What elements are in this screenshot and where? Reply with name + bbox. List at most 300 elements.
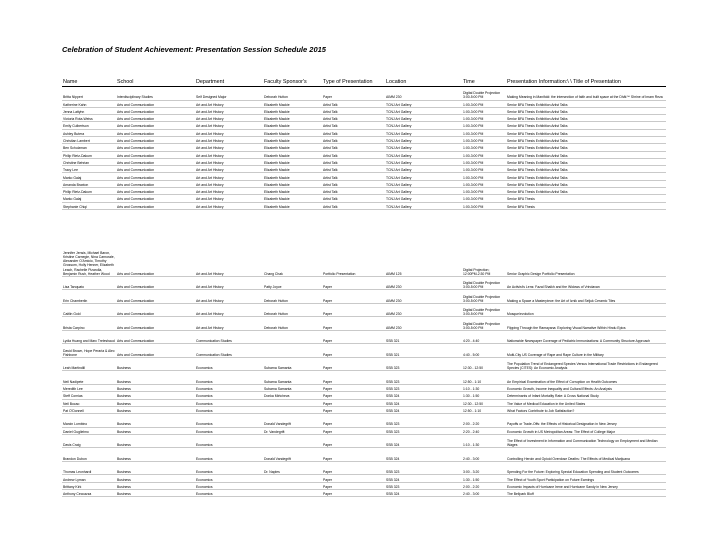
cell-presentation-type: Artist Talk	[322, 173, 385, 180]
cell-presentation-info: Senior BFA Thesis Exhibition Artist Talks	[506, 151, 666, 158]
cell-location: TCNJ Art Gallery	[385, 107, 462, 114]
cell-time: 2:00 - 2:20	[462, 482, 506, 489]
cell-department: Communication Studies	[195, 330, 263, 344]
cell-presentation-type: Paper	[322, 399, 385, 406]
cell-presentation-info: Senior BFA Thesis Exhibition Artist Talks	[506, 136, 666, 143]
table-row	[62, 384, 666, 391]
cell-faculty-sponsor: Subarna Samanta	[263, 384, 322, 391]
column-header-faculty-sponsor: Faculty Sponsor's	[263, 69, 322, 87]
cell-presentation-type: Artist Talk	[322, 151, 385, 158]
cell-presentation-info: Economic Growth in US Metropolitan Areas: The Effect of College Major	[506, 427, 666, 434]
cell-time: 1:00-3:00 PM	[462, 158, 506, 165]
table-row	[62, 475, 666, 482]
cell-faculty-sponsor: Elizabeth Mackie	[263, 151, 322, 158]
cell-time: 1:00-3:00 PM	[462, 195, 506, 202]
cell-department: Art and Art History	[195, 100, 263, 107]
cell-location: TCNJ Art Gallery	[385, 136, 462, 143]
cell-time: 1:00-3:00 PM	[462, 136, 506, 143]
cell-name: Britta Nippert	[62, 87, 116, 101]
cell-faculty-sponsor: Donald Vandegrift	[263, 448, 322, 462]
cell-school: Business	[116, 357, 195, 371]
cell-time: 1:00-3:00 PM	[462, 122, 506, 129]
cell-department: Economics	[195, 448, 263, 462]
cell-presentation-info: Senior BFA Thesis Exhibition Artist Talks	[506, 188, 666, 195]
column-header-time: Time	[462, 69, 506, 87]
table-row	[62, 427, 666, 434]
cell-location: TCNJ Art Gallery	[385, 129, 462, 136]
cell-presentation-info: An Activist's Lens: Fazal Shaikh and the Widows of Vrindavan	[506, 276, 666, 290]
cell-faculty-sponsor: Elizabeth Mackie	[263, 202, 322, 209]
cell-presentation-info: The Population Trend of Endangered Species Versus International Trade Restrictions in Endangered Species (CITES): An Economic Analysis	[506, 357, 666, 371]
cell-name: Christine Behrian	[62, 158, 116, 165]
cell-department: Economics	[195, 399, 263, 406]
cell-department: Art and Art History	[195, 173, 263, 180]
cell-presentation-type: Artist Talk	[322, 122, 385, 129]
table-row	[62, 173, 666, 180]
cell-department: Economics	[195, 461, 263, 475]
cell-faculty-sponsor	[263, 482, 322, 489]
cell-name: Amanda Braxton	[62, 180, 116, 187]
cell-department: Art and Art History	[195, 195, 263, 202]
cell-presentation-type: Paper	[322, 303, 385, 317]
cell-department: Art and Art History	[195, 202, 263, 209]
cell-department: Communication Studies	[195, 344, 263, 358]
cell-time: Digital Double Projection 3:00-5:00 PM	[462, 87, 506, 101]
cell-faculty-sponsor: Elizabeth Mackie	[263, 107, 322, 114]
cell-time: 1:00-3:00 PM	[462, 100, 506, 107]
cell-presentation-info: Flipping Through the Ramayana: Exploring Visual Narrative Within Hindu Epics	[506, 317, 666, 331]
cell-department: Economics	[195, 434, 263, 448]
cell-department: Art and Art History	[195, 166, 263, 173]
cell-location: SSB 324	[385, 406, 462, 413]
cell-faculty-sponsor: Elizabeth Mackie	[263, 158, 322, 165]
cell-name: Thomas Leonhardi	[62, 461, 116, 475]
cell-presentation-info: What Factors Contribute to Job Satisfaction?	[506, 406, 666, 413]
cell-school: Arts and Communication	[116, 144, 195, 151]
cell-name: Philip Rietz-Dakum	[62, 151, 116, 158]
cell-presentation-info: Senior BFA Thesis Exhibition Artist Talks	[506, 144, 666, 151]
cell-name: Philip Rietz-Dakum	[62, 188, 116, 195]
cell-department: Art and Art History	[195, 122, 263, 129]
cell-time: 1:00-3:00 PM	[462, 144, 506, 151]
cell-location: TCNJ Art Gallery	[385, 115, 462, 122]
cell-department: Art and Art History	[195, 180, 263, 187]
cell-school: Arts and Communication	[116, 330, 195, 344]
cell-presentation-type: Artist Talk	[322, 136, 385, 143]
header-row	[62, 69, 666, 87]
cell-name: Victoria Rota-Weiss	[62, 115, 116, 122]
cell-school: Arts and Communication	[116, 276, 195, 290]
column-header-location: Location	[385, 69, 462, 87]
column-header-school: School	[116, 69, 195, 87]
cell-presentation-type: Paper	[322, 392, 385, 399]
cell-presentation-info: The Effect of Youth Sport Participation on Future Earnings	[506, 475, 666, 482]
cell-time: 3:00 - 3:20	[462, 461, 506, 475]
cell-school: Arts and Communication	[116, 209, 195, 276]
cell-faculty-sponsor: Elizabeth Mackie	[263, 100, 322, 107]
cell-location: SSB 323	[385, 414, 462, 428]
cell-department: Art and Art History	[195, 290, 263, 304]
cell-location: AIMM 125	[385, 209, 462, 276]
cell-presentation-info: Senior BFA Thesis Exhibition Artist Talks	[506, 166, 666, 173]
cell-department: Economics	[195, 384, 263, 391]
cell-location: TCNJ Art Gallery	[385, 188, 462, 195]
column-header-presentation-info: Presentation Information:\ \ Title of Presentation	[506, 69, 666, 87]
cell-school: Arts and Communication	[116, 195, 195, 202]
cell-time: 1:00-3:00 PM	[462, 151, 506, 158]
cell-faculty-sponsor: Elizabeth Mackie	[263, 195, 322, 202]
cell-name: Ben Schulzman	[62, 144, 116, 151]
cell-department: Art and Art History	[195, 136, 263, 143]
cell-presentation-type: Paper	[322, 406, 385, 413]
cell-presentation-info: Economic Impacts of Hurricane Irene and Hurricane Sandy in New Jersey	[506, 482, 666, 489]
cell-presentation-type: Artist Talk	[322, 180, 385, 187]
cell-name: Neil Nadipete	[62, 371, 116, 385]
cell-time: 2:20 - 2:40	[462, 427, 506, 434]
cell-location: SSB 323	[385, 461, 462, 475]
cell-time: 12:30 - 12:50	[462, 399, 506, 406]
cell-school: Business	[116, 448, 195, 462]
cell-faculty-sponsor: Elizabeth Mackie	[263, 173, 322, 180]
table-row	[62, 129, 666, 136]
cell-presentation-info: The Effect of Investment in Information and Communication Technology on Employment and Median Wages	[506, 434, 666, 448]
cell-school: Arts and Communication	[116, 188, 195, 195]
cell-school: Arts and Communication	[116, 151, 195, 158]
page-title: Celebration of Student Achievement: Presentation Session Schedule 2015	[62, 45, 326, 54]
cell-faculty-sponsor: Dr. Vandegrift	[263, 427, 322, 434]
cell-location: TCNJ Art Gallery	[385, 100, 462, 107]
cell-presentation-type: Artist Talk	[322, 144, 385, 151]
cell-faculty-sponsor	[263, 406, 322, 413]
cell-presentation-type: Paper	[322, 434, 385, 448]
table-row	[62, 195, 666, 202]
table-row	[62, 330, 666, 344]
cell-location: AIMM 230	[385, 317, 462, 331]
cell-presentation-info: An Empirical Examination of the Effect of Corruption on Health Outcomes	[506, 371, 666, 385]
cell-time: 2:40 - 3:00	[462, 448, 506, 462]
column-header-presentation-type: Type of Presentation	[322, 69, 385, 87]
cell-presentation-type: Artist Talk	[322, 188, 385, 195]
cell-location: TCNJ Art Gallery	[385, 158, 462, 165]
cell-school: Business	[116, 406, 195, 413]
cell-name: Jenna Lattyhn	[62, 107, 116, 114]
table-row	[62, 87, 666, 101]
cell-faculty-sponsor: Elizabeth Mackie	[263, 122, 322, 129]
cell-presentation-info: Nationwide Newspaper Coverage of Pediatric Immunizations: A Community Structure Approach	[506, 330, 666, 344]
cell-school: Arts and Communication	[116, 129, 195, 136]
cell-school: Arts and Communication	[116, 166, 195, 173]
cell-presentation-type: Paper	[322, 330, 385, 344]
cell-school: Business	[116, 427, 195, 434]
table-row	[62, 414, 666, 428]
cell-school: Arts and Communication	[116, 290, 195, 304]
cell-school: Arts and Communication	[116, 180, 195, 187]
cell-faculty-sponsor: Deborah Hutton	[263, 317, 322, 331]
table-row	[62, 406, 666, 413]
table-row	[62, 357, 666, 371]
cell-name: Christian Lambert	[62, 136, 116, 143]
table-row	[62, 371, 666, 385]
cell-presentation-info: Making a Space a Masterpiece: the Art of Iznik and Seljuk Ceramic Tiles	[506, 290, 666, 304]
cell-department: Economics	[195, 392, 263, 399]
table-row	[62, 303, 666, 317]
cell-faculty-sponsor: Donald Vandegrift	[263, 414, 322, 428]
cell-faculty-sponsor: Elizabeth Mackie	[263, 136, 322, 143]
table-row	[62, 100, 666, 107]
cell-location: AIMM 230	[385, 303, 462, 317]
cell-school: Business	[116, 371, 195, 385]
cell-department: Economics	[195, 357, 263, 371]
cell-presentation-type: Artist Talk	[322, 158, 385, 165]
cell-presentation-info: Senior BFA Thesis	[506, 195, 666, 202]
column-header-name: Name	[62, 69, 116, 87]
cell-department: Art and Art History	[195, 158, 263, 165]
cell-faculty-sponsor	[263, 330, 322, 344]
cell-department: Art and Art History	[195, 188, 263, 195]
table-row	[62, 202, 666, 209]
cell-presentation-info: Economic Growth, Income Inequality and Cultural Effects: An Analysis	[506, 384, 666, 391]
cell-department: Art and Art History	[195, 276, 263, 290]
cell-school: Business	[116, 384, 195, 391]
cell-time: 1:30 - 1:50	[462, 475, 506, 482]
table-row	[62, 399, 666, 406]
cell-presentation-info: Senior BFA Thesis Exhibition Artist Talks	[506, 173, 666, 180]
cell-presentation-info: Making Meaning in Manifold: the intersection of faith and built space at the Dhāt™ Shrine of Imam Reza	[506, 87, 666, 101]
cell-school: Interdisciplinary Studies	[116, 87, 195, 101]
cell-name: Emily Culbertson	[62, 122, 116, 129]
cell-school: Arts and Communication	[116, 303, 195, 317]
cell-name: Daniel Guglielmo	[62, 427, 116, 434]
cell-presentation-type: Paper	[322, 461, 385, 475]
cell-location: TCNJ Art Gallery	[385, 122, 462, 129]
cell-school: Arts and Communication	[116, 158, 195, 165]
cell-name: Tracy Lee	[62, 166, 116, 173]
cell-presentation-type: Artist Talk	[322, 195, 385, 202]
table-row	[62, 461, 666, 475]
cell-faculty-sponsor: Elizabeth Mackie	[263, 180, 322, 187]
cell-presentation-type: Paper	[322, 276, 385, 290]
cell-location: SSB 321	[385, 330, 462, 344]
cell-faculty-sponsor: Elizabeth Mackie	[263, 188, 322, 195]
table-row	[62, 276, 666, 290]
table-row	[62, 136, 666, 143]
cell-time: 1:00-3:00 PM	[462, 115, 506, 122]
cell-name: Caitlin Gold	[62, 303, 116, 317]
cell-location: TCNJ Art Gallery	[385, 202, 462, 209]
cell-name: Brista Carpino	[62, 317, 116, 331]
cell-time: Digital Double Projection 3:00-5:00 PM	[462, 290, 506, 304]
cell-presentation-info: Senior BFA Thesis Exhibition Artist Talks	[506, 100, 666, 107]
cell-presentation-type: Paper	[322, 490, 385, 497]
cell-location: SSB 323	[385, 482, 462, 489]
cell-name: Erin Chamberlin	[62, 290, 116, 304]
cell-name: Neil Bocao	[62, 399, 116, 406]
table-row	[62, 144, 666, 151]
cell-faculty-sponsor	[263, 399, 322, 406]
cell-presentation-type: Artist Talk	[322, 202, 385, 209]
table-row	[62, 180, 666, 187]
cell-location: SSB 324	[385, 475, 462, 482]
cell-location: SSB 323	[385, 357, 462, 371]
cell-faculty-sponsor: Patty Joyce	[263, 276, 322, 290]
cell-faculty-sponsor: Elizabeth Mackie	[263, 129, 322, 136]
cell-name: Leah Martindill	[62, 357, 116, 371]
cell-school: Arts and Communication	[116, 173, 195, 180]
cell-department: Economics	[195, 475, 263, 482]
cell-presentation-type: Artist Talk	[322, 166, 385, 173]
cell-name: Ashley Butera	[62, 129, 116, 136]
cell-department: Art and Art History	[195, 129, 263, 136]
cell-presentation-type: Paper	[322, 384, 385, 391]
cell-department: Art and Art History	[195, 144, 263, 151]
cell-school: Arts and Communication	[116, 136, 195, 143]
cell-time: 1:00-3:00 PM	[462, 188, 506, 195]
table-row	[62, 344, 666, 358]
cell-department: Art and Art History	[195, 115, 263, 122]
cell-time: 2:40 - 3:00	[462, 490, 506, 497]
cell-location: AIMM 230	[385, 290, 462, 304]
cell-school: Business	[116, 392, 195, 399]
cell-presentation-type: Paper	[322, 317, 385, 331]
cell-school: Business	[116, 482, 195, 489]
cell-location: SSB 323	[385, 384, 462, 391]
cell-presentation-info: Controlling Heroin and Opioid Overdose Deaths: The Effects of Medical Marijuana	[506, 448, 666, 462]
cell-presentation-info: Senior BFA Thesis Exhibition Artist Talks	[506, 129, 666, 136]
cell-school: Business	[116, 434, 195, 448]
cell-location: TCNJ Art Gallery	[385, 144, 462, 151]
cell-presentation-type: Artist Talk	[322, 100, 385, 107]
cell-location: TCNJ Art Gallery	[385, 166, 462, 173]
cell-location: SSB 324	[385, 490, 462, 497]
cell-faculty-sponsor	[263, 344, 322, 358]
cell-location: TCNJ Art Gallery	[385, 195, 462, 202]
cell-school: Business	[116, 414, 195, 428]
cell-presentation-info: Senior BFA Thesis Exhibition Artist Talks	[506, 115, 666, 122]
cell-time: 1:30 - 1:50	[462, 392, 506, 399]
cell-location: SSB 324	[385, 399, 462, 406]
cell-presentation-type: Artist Talk	[322, 129, 385, 136]
cell-location: SSB 323	[385, 427, 462, 434]
cell-faculty-sponsor: Elizabeth Mackie	[263, 115, 322, 122]
cell-presentation-type: Paper	[322, 357, 385, 371]
cell-school: Business	[116, 475, 195, 482]
cell-presentation-info: Determinants of Infant Mortality Rate: A Cross National Study	[506, 392, 666, 399]
cell-presentation-type: Paper	[322, 427, 385, 434]
cell-time: 1:00-3:00 PM	[462, 129, 506, 136]
cell-name: Marcin Lombino	[62, 414, 116, 428]
cell-presentation-type: Paper	[322, 290, 385, 304]
cell-presentation-info: Senior BFA Thesis Exhibition Artist Talks	[506, 122, 666, 129]
cell-time: 1:10 - 1:30	[462, 384, 506, 391]
cell-presentation-info: Senior BFA Thesis Exhibition Artist Talks	[506, 180, 666, 187]
cell-time: Digital Double Projection 3:00-5:00 PM	[462, 317, 506, 331]
cell-faculty-sponsor: Deborah Hutton	[263, 290, 322, 304]
cell-department: Art and Art History	[195, 151, 263, 158]
cell-time: 1:00-3:00 PM	[462, 166, 506, 173]
cell-faculty-sponsor: Elizabeth Mackie	[263, 166, 322, 173]
cell-presentation-type: Paper	[322, 475, 385, 482]
cell-faculty-sponsor: Chang Chak	[263, 209, 322, 276]
table-row	[62, 482, 666, 489]
cell-location: SSB 324	[385, 448, 462, 462]
cell-faculty-sponsor: Elizabeth Mackie	[263, 144, 322, 151]
cell-location: SSB 324	[385, 392, 462, 399]
cell-presentation-type: Paper	[322, 482, 385, 489]
cell-presentation-type: Paper	[322, 344, 385, 358]
cell-time: 1:00-3:00 PM	[462, 180, 506, 187]
cell-name: Jennifer Jensis, Michael Baron, Kristine Carnegie, Nina Carnorale, Alexander O'Amicio, Timothy Grossom, Holly Henner, Elizabeth Leach, Rachelle Pizarolla, Benjamin Rush, Heather Wood	[62, 209, 116, 276]
cell-school: Business	[116, 461, 195, 475]
cell-presentation-type: Paper	[322, 371, 385, 385]
cell-presentation-info: Payoffs or Trade-Offs: the Effects of Historical Designation in New Jersey	[506, 414, 666, 428]
cell-presentation-info: Mosque/evolution	[506, 303, 666, 317]
cell-name: Katherine Kahn	[62, 100, 116, 107]
cell-location: SSB 323	[385, 371, 462, 385]
cell-department: Economics	[195, 482, 263, 489]
cell-presentation-type: Portfolio Presentation	[322, 209, 385, 276]
cell-time: Digital Double Projection 3:00-5:00 PM	[462, 303, 506, 317]
cell-school: Arts and Communication	[116, 100, 195, 107]
table-row	[62, 107, 666, 114]
cell-name: Brittany Kirk	[62, 482, 116, 489]
schedule-table	[62, 69, 666, 497]
cell-time: 4:40 - 5:00	[462, 344, 506, 358]
cell-time: 1:00-3:00 PM	[462, 107, 506, 114]
table-row	[62, 448, 666, 462]
cell-school: Arts and Communication	[116, 122, 195, 129]
table-row	[62, 115, 666, 122]
cell-time: 12:50 - 1:10	[462, 371, 506, 385]
cell-presentation-info: Multi-City US Coverage of Rape and Rape Culture in the Military	[506, 344, 666, 358]
cell-presentation-type: Paper	[322, 448, 385, 462]
cell-time: Digital Projection; 12:00PM-2:30 PM	[462, 209, 506, 276]
cell-school: Arts and Communication	[116, 317, 195, 331]
cell-time: Digital Double Projection 3:00-5:00 PM	[462, 276, 506, 290]
cell-department: Art and Art History	[195, 107, 263, 114]
cell-presentation-info: Senior BFA Thesis Exhibition Artist Talks	[506, 158, 666, 165]
cell-time: 2:00 - 2:20	[462, 414, 506, 428]
cell-name: Brandon Dubon	[62, 448, 116, 462]
table-row	[62, 209, 666, 276]
cell-name: Pat O'Donnell	[62, 406, 116, 413]
cell-name: Lydia Huang and Marc Treleshaud	[62, 330, 116, 344]
table-row	[62, 490, 666, 497]
table-row	[62, 151, 666, 158]
cell-location: AIMM 230	[385, 276, 462, 290]
cell-department: Art and Art History	[195, 317, 263, 331]
cell-location: TCNJ Art Gallery	[385, 180, 462, 187]
cell-presentation-info: Senior Graphic Design Portfolio Presentation	[506, 209, 666, 276]
cell-name: Stephanie Chiqi	[62, 202, 116, 209]
cell-department: Art and Art History	[195, 303, 263, 317]
cell-department: Economics	[195, 371, 263, 385]
cell-faculty-sponsor: Dr. Naples	[263, 461, 322, 475]
cell-department: Economics	[195, 427, 263, 434]
cell-presentation-type: Paper	[322, 87, 385, 101]
cell-school: Arts and Communication	[116, 344, 195, 358]
table-row	[62, 166, 666, 173]
cell-name: Meredith Lee	[62, 384, 116, 391]
table-row	[62, 290, 666, 304]
cell-faculty-sponsor: Donka Mirtcheva	[263, 392, 322, 399]
cell-school: Arts and Communication	[116, 115, 195, 122]
cell-department: Self Designed Major	[195, 87, 263, 101]
table-row	[62, 188, 666, 195]
cell-faculty-sponsor	[263, 490, 322, 497]
table-row	[62, 317, 666, 331]
cell-location: SSB 321	[385, 344, 462, 358]
cell-location: TCNJ Art Gallery	[385, 173, 462, 180]
